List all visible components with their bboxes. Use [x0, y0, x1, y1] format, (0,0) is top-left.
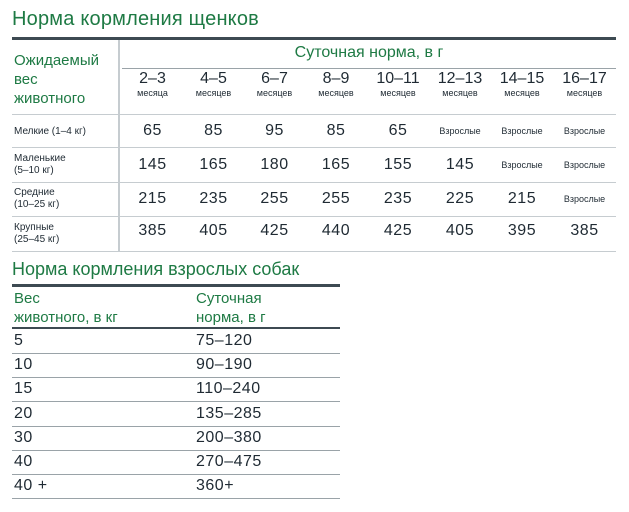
- adult-norm-cell: 270–475: [196, 453, 262, 470]
- title-divider: [12, 284, 340, 287]
- table-cell: 225: [445, 190, 475, 207]
- row-divider: [12, 401, 340, 402]
- age-header: 12–13 месяцев: [437, 70, 483, 98]
- row-divider: [12, 147, 616, 148]
- puppy-table-title: Норма кормления щенков: [12, 8, 260, 30]
- row-divider: [12, 216, 616, 217]
- adult-norm-cell: 360+: [196, 477, 235, 494]
- adult-norm-header: Суточная норма, в г: [196, 290, 266, 326]
- table-cell: 405: [199, 222, 228, 239]
- table-cell: 65: [388, 122, 408, 139]
- table-cell: 215: [507, 190, 537, 207]
- size-label: Средние (10–25 кг): [14, 187, 60, 210]
- row-divider: [12, 498, 340, 499]
- table-cell: Взрослые: [439, 126, 481, 136]
- table-cell: 95: [265, 122, 284, 139]
- adult-norm-cell: 75–120: [196, 332, 253, 349]
- adult-weight-cell: 40: [14, 453, 33, 470]
- age-header: 16–17 месяцев: [562, 70, 607, 98]
- table-row: [122, 156, 616, 174]
- size-label: Крупные (25–45 кг): [14, 222, 60, 245]
- table-row: [122, 222, 616, 240]
- adult-weight-cell: 30: [14, 429, 33, 446]
- adult-norm-cell: 135–285: [196, 405, 262, 422]
- age-header: 6–7 месяцев: [256, 70, 293, 98]
- table-cell: 405: [445, 222, 475, 239]
- adult-norm-cell: 90–190: [196, 356, 253, 373]
- table-cell: 65: [143, 122, 162, 139]
- row-divider: [12, 182, 616, 183]
- adult-norm-cell: 110–240: [196, 380, 261, 397]
- table-cell: 85: [204, 122, 223, 139]
- table-cell: 425: [383, 222, 413, 239]
- table-cell: Взрослые: [501, 160, 543, 170]
- adult-weight-header: Вес животного, в кг: [14, 290, 118, 326]
- adult-weight-cell: 40 +: [14, 477, 48, 494]
- table-cell: 215: [138, 190, 167, 207]
- header-divider: [12, 327, 340, 329]
- age-header: 8–9 месяцев: [318, 70, 354, 98]
- adult-table-title: Норма кормления взрослых собак: [12, 259, 300, 279]
- table-cell: 385: [570, 222, 599, 239]
- adult-weight-cell: 10: [14, 356, 33, 373]
- size-label: Маленькие (5–10 кг): [14, 153, 66, 176]
- table-cell: 235: [199, 190, 228, 207]
- age-header: 14–15 месяцев: [499, 70, 545, 98]
- adult-norm-cell: 200–380: [196, 429, 262, 446]
- weight-header-line: Ожидаемый: [14, 52, 99, 69]
- age-header: 10–11 месяцев: [376, 70, 420, 98]
- age-header: 2–3 месяца: [137, 70, 168, 98]
- table-cell: Взрослые: [563, 160, 606, 170]
- table-row: [122, 122, 616, 140]
- table-cell: Взрослые: [563, 194, 606, 204]
- table-row: [122, 190, 616, 208]
- table-cell: 165: [321, 156, 351, 173]
- adult-weight-cell: 15: [14, 380, 33, 397]
- size-label: Мелкие (1–4 кг): [14, 126, 86, 137]
- table-cell: 145: [138, 156, 167, 173]
- table-cell: 155: [383, 156, 413, 173]
- adult-weight-cell: 20: [14, 405, 33, 422]
- table-cell: 255: [260, 190, 289, 207]
- row-divider: [12, 426, 340, 427]
- row-divider: [12, 450, 340, 451]
- adult-weight-cell: 5: [14, 332, 24, 349]
- age-header: 4–5 месяцев: [195, 70, 232, 98]
- title-divider: [12, 37, 616, 40]
- column-divider: [118, 40, 120, 252]
- table-cell: 440: [321, 222, 351, 239]
- weight-header-line: животного: [14, 90, 86, 107]
- table-cell: 395: [507, 222, 537, 239]
- row-divider: [12, 251, 616, 252]
- row-divider: [12, 474, 340, 475]
- table-cell: Взрослые: [501, 126, 543, 136]
- table-cell: 85: [326, 122, 346, 139]
- daily-norm-header: Суточная норма, в г: [294, 44, 444, 61]
- table-cell: 425: [260, 222, 289, 239]
- age-header-row: [122, 70, 616, 99]
- table-cell: 235: [383, 190, 413, 207]
- table-cell: 145: [445, 156, 475, 173]
- row-divider: [12, 377, 340, 378]
- header-divider: [122, 68, 616, 69]
- row-divider: [12, 114, 616, 115]
- weight-header-line: вес: [14, 71, 38, 88]
- row-divider: [12, 353, 340, 354]
- table-cell: 255: [321, 190, 351, 207]
- table-cell: Взрослые: [563, 126, 606, 136]
- table-cell: 180: [260, 156, 289, 173]
- table-cell: 165: [199, 156, 228, 173]
- table-cell: 385: [138, 222, 167, 239]
- weight-column-header: [14, 51, 118, 108]
